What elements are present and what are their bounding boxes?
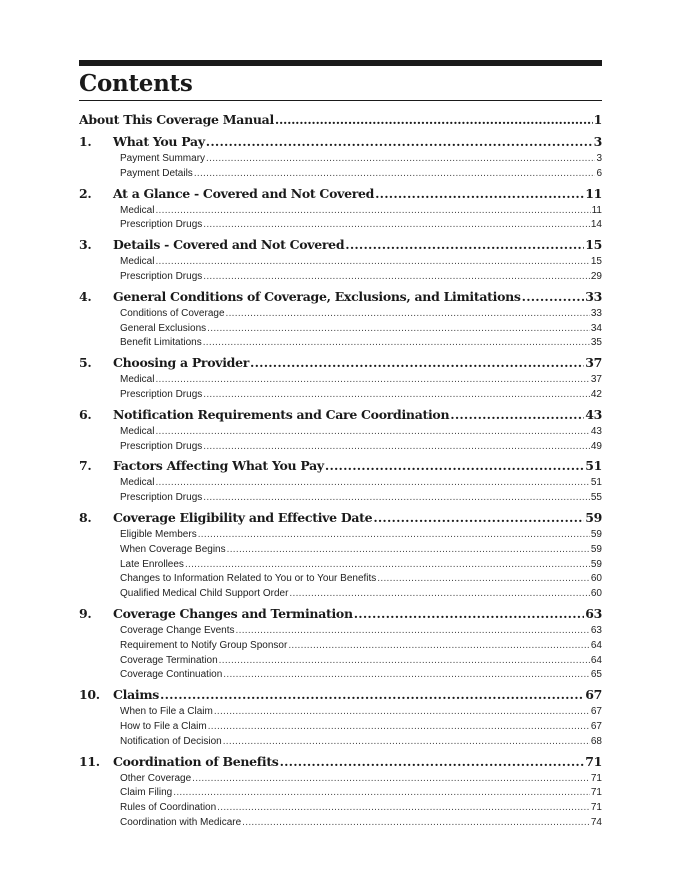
section-page: 37 [585, 355, 602, 371]
section-number: 4. [79, 288, 92, 304]
toc-section [79, 353, 602, 403]
toc-subentry[interactable] [79, 425, 602, 440]
toc-section [79, 287, 602, 351]
section-number: 3. [79, 237, 92, 253]
dot-leader [377, 572, 590, 587]
dot-leader [250, 353, 584, 373]
subentry-page: 60 [590, 588, 602, 600]
toc-section [79, 405, 602, 455]
section-number: 6. [79, 406, 92, 422]
subentry-label: Coverage Change Events [120, 624, 235, 636]
subentry-page: 65 [590, 669, 602, 681]
dot-leader [206, 152, 595, 167]
toc-section-heading[interactable] [79, 235, 602, 255]
toc-subentry[interactable] [79, 705, 602, 720]
toc-subentry[interactable] [79, 668, 602, 683]
toc-section-heading[interactable] [79, 132, 602, 152]
toc-section-heading[interactable] [79, 456, 602, 476]
toc-section-heading[interactable] [79, 184, 602, 204]
section-title: What You Pay [113, 134, 205, 149]
subentry-label: Prescription Drugs [120, 440, 203, 452]
subentry-page: 68 [590, 735, 602, 747]
toc-section-heading[interactable] [79, 508, 602, 528]
toc-subentry[interactable] [79, 152, 602, 167]
subentry-page: 35 [590, 337, 602, 349]
section-page: 51 [585, 458, 602, 474]
toc-subentry[interactable] [79, 167, 602, 182]
subentry-page: 67 [590, 720, 602, 732]
section-title: Choosing a Provider [113, 355, 250, 371]
dot-leader [203, 336, 590, 351]
toc-subentry[interactable] [79, 772, 602, 787]
section-number: 2. [79, 185, 92, 201]
dot-leader [242, 816, 590, 831]
dot-leader [155, 373, 589, 388]
subentry-label: Prescription Drugs [120, 270, 203, 282]
toc-subentry[interactable] [79, 587, 602, 602]
subentry-page: 11 [591, 204, 602, 216]
dot-leader [194, 167, 596, 182]
subentry-page: 71 [590, 802, 602, 814]
toc-subentry[interactable] [79, 204, 602, 219]
subentry-page: 49 [590, 440, 602, 452]
subentry-page: 29 [590, 270, 602, 282]
dot-leader [375, 184, 584, 204]
dot-leader [354, 604, 584, 624]
dot-leader [289, 587, 589, 602]
subentry-page: 74 [590, 816, 602, 828]
section-title: At a Glance - Covered and Not Covered [113, 185, 375, 201]
subentry-page: 42 [590, 388, 602, 400]
subentry-page: 71 [590, 787, 602, 799]
subentry-page: 59 [590, 528, 602, 540]
dot-leader [288, 639, 590, 654]
subentry-page: 33 [590, 307, 602, 319]
section-number: 9. [79, 605, 92, 621]
toc-subentry[interactable] [79, 572, 602, 587]
toc-section-heading[interactable] [79, 752, 602, 772]
dot-leader [373, 508, 584, 528]
subentry-page: 3 [596, 153, 602, 164]
subentry-label: Benefit Limitations [120, 337, 202, 349]
section-title: Coordination of Benefits [113, 753, 279, 769]
subentry-label: Coverage Continuation [120, 669, 223, 681]
toc-subentry[interactable] [79, 624, 602, 639]
dot-leader [214, 705, 590, 720]
section-number: 5. [79, 355, 92, 371]
toc-entry-about[interactable] [79, 110, 602, 130]
toc-subentry[interactable] [79, 255, 602, 270]
dot-leader [223, 668, 590, 683]
toc-subentry[interactable] [79, 491, 602, 506]
toc-section [79, 604, 602, 683]
toc-section [79, 184, 602, 234]
toc-subentry[interactable] [79, 440, 602, 455]
dot-leader [155, 425, 589, 440]
subentry-label: Coverage Termination [120, 654, 218, 666]
toc-subentry[interactable] [79, 388, 602, 403]
toc-subentry[interactable] [79, 720, 602, 735]
dot-leader [155, 204, 590, 219]
subentry-label: Prescription Drugs [120, 388, 203, 400]
toc-entry-page: 1 [593, 112, 602, 127]
page-title: Contents [79, 70, 193, 97]
toc-section [79, 685, 602, 749]
toc-subentry[interactable] [79, 654, 602, 669]
toc-subentry[interactable] [79, 543, 602, 558]
section-page: 15 [585, 237, 602, 253]
subentry-label: Rules of Coordination [120, 802, 217, 814]
dot-leader [208, 720, 590, 735]
subentry-label: Medical [120, 425, 155, 437]
subentry-page: 34 [590, 322, 602, 334]
section-number: 10. [79, 687, 100, 703]
section-page: 11 [585, 185, 602, 201]
subentry-label: Other Coverage [120, 772, 192, 784]
subentry-label: Coordination with Medicare [120, 816, 242, 828]
subentry-page: 37 [590, 374, 602, 386]
subentry-page: 14 [590, 219, 602, 231]
subentry-label: When Coverage Begins [120, 543, 226, 555]
section-number: 7. [79, 458, 92, 474]
dot-leader [206, 132, 593, 152]
subentry-label: Eligible Members [120, 528, 197, 540]
subentry-page: 60 [590, 573, 602, 585]
toc-section-heading[interactable] [79, 685, 602, 705]
dot-leader [236, 624, 590, 639]
subentry-label: Medical [120, 204, 155, 216]
section-title: Factors Affecting What You Pay [113, 458, 324, 474]
subentry-label: Notification of Decision [120, 735, 222, 747]
subentry-label: Requirement to Notify Group Sponsor [120, 639, 288, 651]
section-title: Coverage Eligibility and Effective Date [113, 509, 373, 525]
subentry-page: 63 [590, 624, 602, 636]
dot-leader [185, 558, 590, 573]
table-of-contents [79, 110, 602, 831]
dot-leader [198, 528, 590, 543]
subentry-page: 15 [590, 256, 602, 268]
subentry-label: Prescription Drugs [120, 219, 203, 231]
subentry-label: Medical [120, 477, 155, 489]
section-page: 43 [585, 406, 602, 422]
dot-leader [345, 235, 584, 255]
toc-subentry[interactable] [79, 786, 602, 801]
toc-subentry[interactable] [79, 218, 602, 233]
section-title: General Conditions of Coverage, Exclusions, and Limitations [113, 288, 521, 304]
subentry-label: Claim Filing [120, 787, 173, 799]
dot-leader [280, 752, 585, 772]
dot-leader [155, 255, 589, 270]
dot-leader [203, 491, 590, 506]
dot-leader [203, 270, 590, 285]
dot-leader [217, 801, 590, 816]
subentry-label: Late Enrollees [120, 558, 184, 570]
dot-leader [219, 654, 590, 669]
dot-leader [227, 543, 590, 558]
section-title: Notification Requirements and Care Coordination [113, 406, 450, 422]
dot-leader [325, 456, 584, 476]
toc-section [79, 235, 602, 285]
subentry-page: 43 [590, 425, 602, 437]
toc-subentry[interactable] [79, 336, 602, 351]
subentry-label: When to File a Claim [120, 706, 213, 718]
title-rule [79, 100, 602, 101]
toc-section-heading[interactable] [79, 405, 602, 425]
dot-leader [203, 388, 590, 403]
dot-leader [226, 307, 590, 322]
dot-leader [223, 735, 590, 750]
toc-section-heading[interactable] [79, 353, 602, 373]
subentry-label: Medical [120, 374, 155, 386]
subentry-page: 51 [590, 477, 602, 489]
section-page: 71 [585, 753, 602, 769]
subentry-page: 59 [590, 558, 602, 570]
subentry-label: Payment Summary [120, 153, 206, 164]
dot-leader [160, 685, 584, 705]
section-title: Details - Covered and Not Covered [113, 237, 345, 253]
section-page: 67 [585, 687, 602, 703]
dot-leader [203, 440, 590, 455]
subentry-page: 64 [590, 654, 602, 666]
section-number: 1. [79, 134, 92, 149]
section-page: 33 [585, 288, 602, 304]
subentry-label: Changes to Information Related to You or to Your Benefits [120, 573, 377, 585]
subentry-page: 64 [590, 639, 602, 651]
toc-subentry[interactable] [79, 558, 602, 573]
subentry-label: Payment Details [120, 167, 193, 179]
subentry-page: 67 [590, 706, 602, 718]
dot-leader [522, 287, 585, 307]
toc-section [79, 752, 602, 831]
subentry-page: 59 [590, 543, 602, 555]
top-rule [79, 60, 602, 66]
subentry-label: Prescription Drugs [120, 492, 203, 504]
section-page: 63 [585, 605, 602, 621]
dot-leader [155, 476, 589, 491]
section-number: 8. [79, 509, 92, 525]
subentry-label: Qualified Medical Child Support Order [120, 588, 289, 600]
toc-section [79, 508, 602, 602]
toc-subentry[interactable] [79, 476, 602, 491]
section-title: Claims [113, 687, 160, 703]
subentry-label: General Exclusions [120, 322, 207, 334]
toc-subentry[interactable] [79, 322, 602, 337]
toc-section-heading[interactable] [79, 604, 602, 624]
section-number: 11. [79, 753, 100, 769]
section-page: 3 [593, 134, 602, 149]
subentry-page: 71 [590, 772, 602, 784]
toc-subentry[interactable] [79, 373, 602, 388]
toc-subentry[interactable] [79, 270, 602, 285]
toc-subentry[interactable] [79, 639, 602, 654]
section-title: Coverage Changes and Termination [113, 605, 353, 621]
dot-leader [173, 786, 590, 801]
toc-subentry[interactable] [79, 528, 602, 543]
toc-subentry[interactable] [79, 735, 602, 750]
subentry-label: Medical [120, 256, 155, 268]
subentry-page: 6 [596, 167, 602, 179]
toc-page [79, 60, 602, 831]
section-page: 59 [585, 509, 602, 525]
subentry-label: How to File a Claim [120, 720, 207, 732]
toc-entry-label: About This Coverage Manual [79, 112, 274, 127]
dot-leader [207, 322, 590, 337]
dot-leader [203, 218, 590, 233]
dot-leader [450, 405, 584, 425]
toc-section [79, 132, 602, 182]
dot-leader [192, 772, 590, 787]
toc-subentry[interactable] [79, 307, 602, 322]
subentry-label: Conditions of Coverage [120, 307, 225, 319]
dot-leader [275, 110, 593, 130]
toc-subentry[interactable] [79, 801, 602, 816]
subentry-page: 55 [590, 492, 602, 504]
toc-subentry[interactable] [79, 816, 602, 831]
toc-section-heading[interactable] [79, 287, 602, 307]
toc-section [79, 456, 602, 506]
